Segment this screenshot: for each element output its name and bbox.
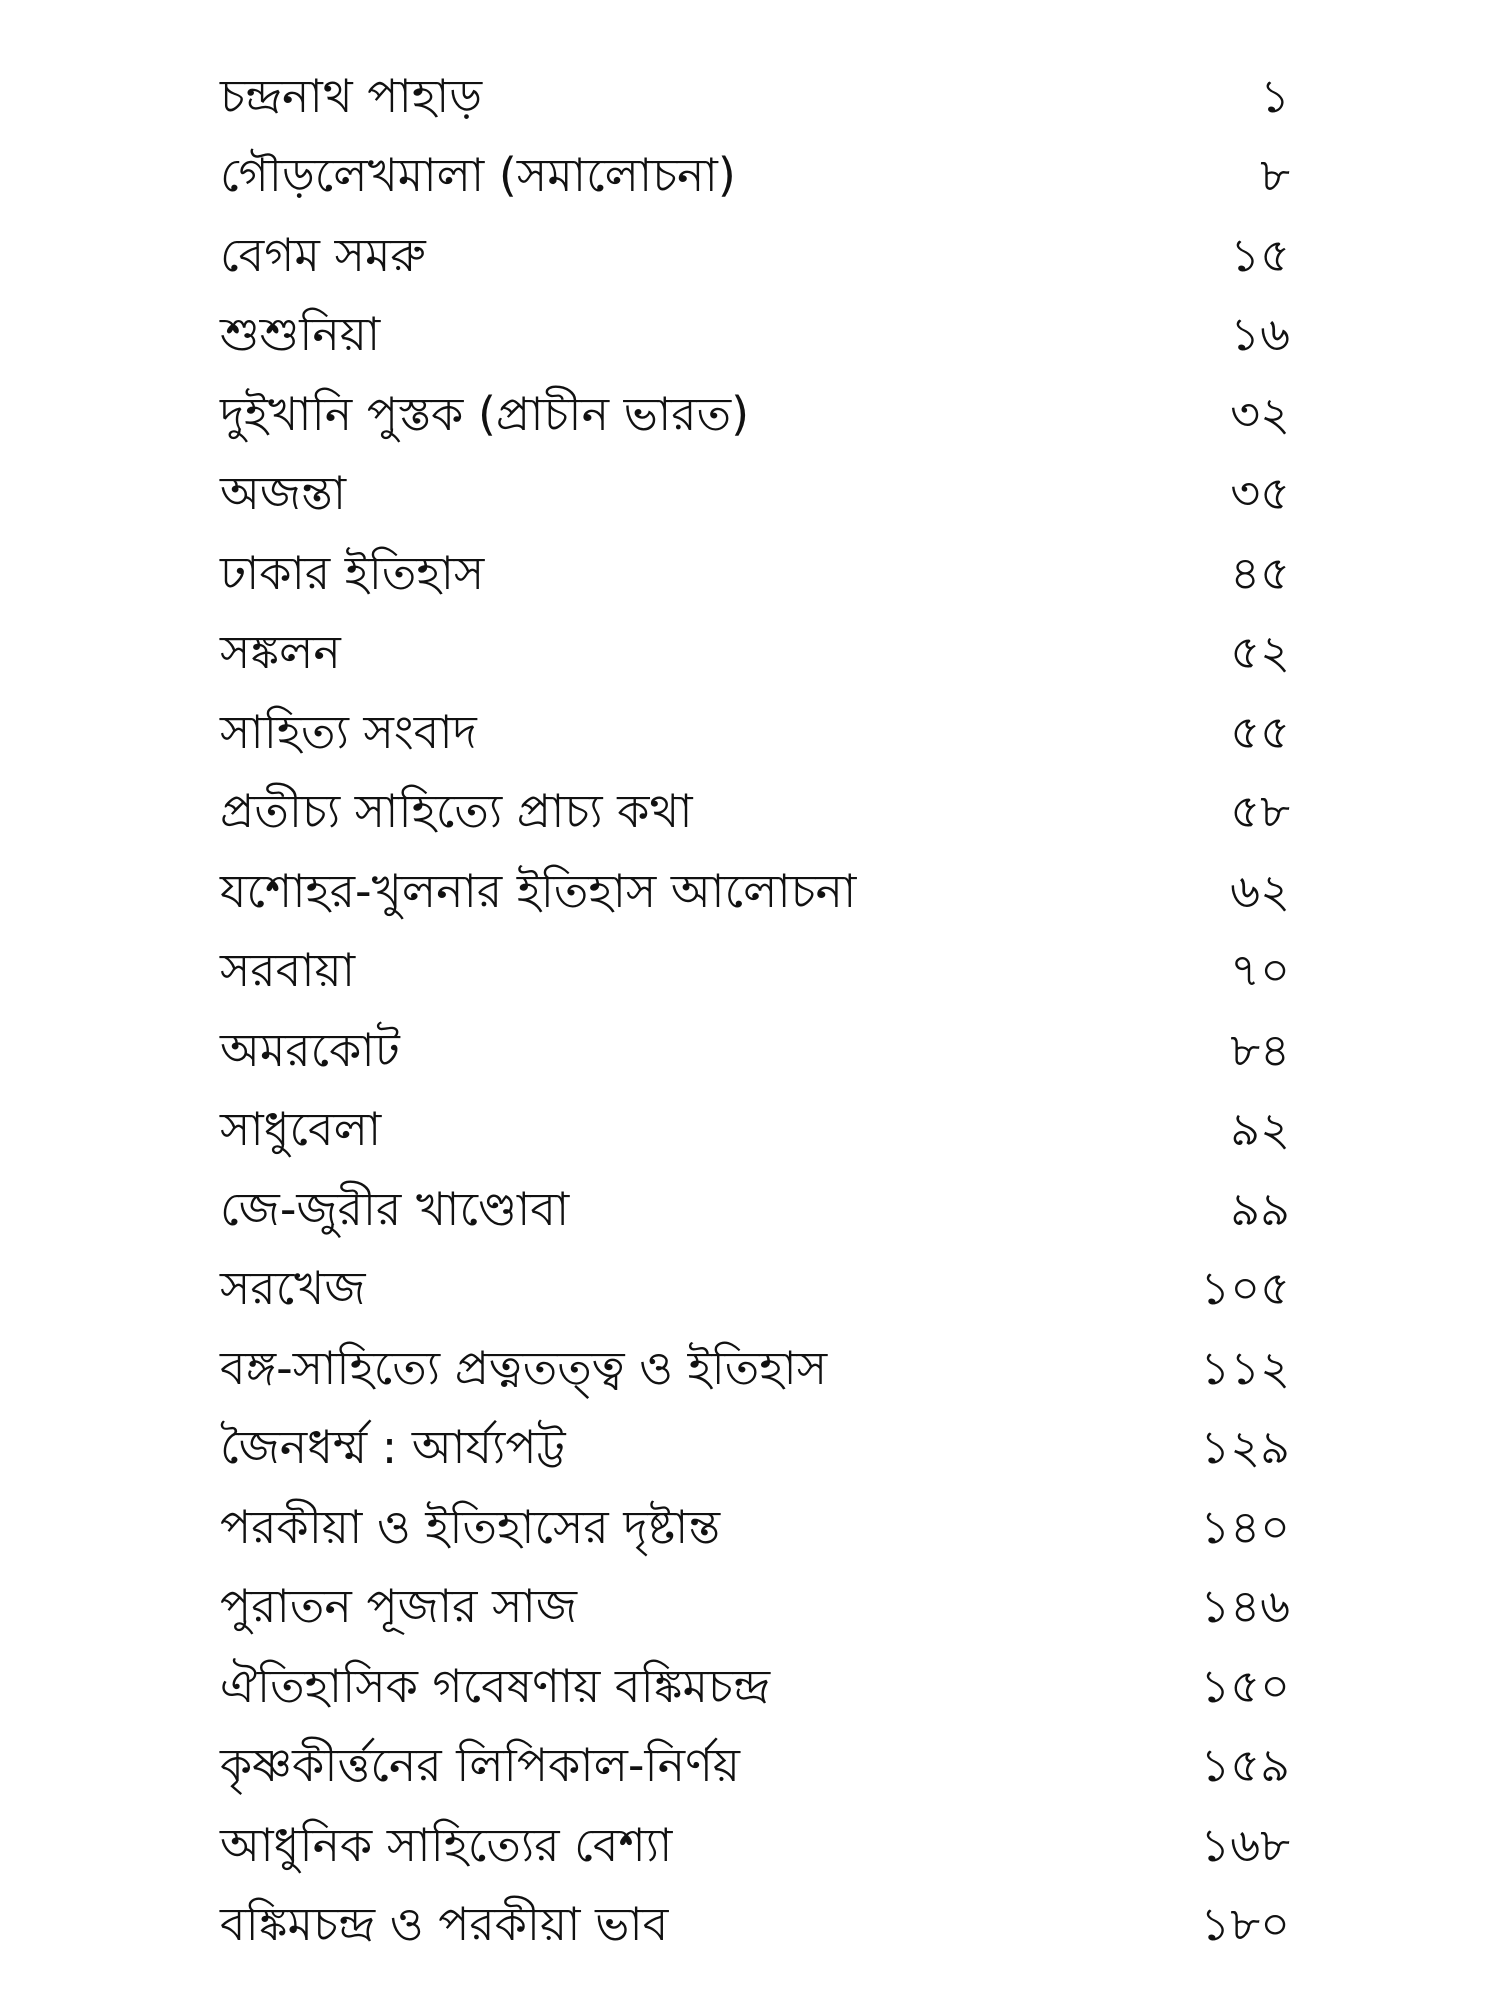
toc-entry-title: শুশুনিয়া [220,307,381,362]
toc-entry [220,1169,1290,1249]
toc-entry-title: বঙ্গ-সাহিত্যে প্রত্নতত্ত্ব ও ইতিহাস [220,1340,828,1395]
toc-entry-title: অজন্তা [220,466,347,521]
toc-entry [220,1726,1290,1806]
toc-entry [220,772,1290,852]
toc-entry [220,692,1290,772]
toc-entry-page: ১ [1260,68,1290,123]
toc-entry-title: বঙ্কিমচন্দ্র ও পরকীয়া ভাব [220,1897,669,1952]
toc-entry-page: ৪৫ [1230,545,1290,600]
toc-entry-page: ১৪০ [1200,1499,1290,1554]
toc-entry-title: সাধুবেলা [220,1102,382,1157]
toc-entry [220,1885,1290,1965]
toc-entry-title: পরকীয়া ও ইতিহাসের দৃষ্টান্ত [220,1499,721,1554]
toc-entry-title: সাহিত্য সংবাদ [220,704,477,759]
toc-entry [220,215,1290,295]
toc-entry [220,1567,1290,1647]
toc-entry-page: ১৫০ [1200,1658,1290,1713]
toc-entry-title: চন্দ্রনাথ পাহাড় [220,68,483,123]
toc-entry-title: জে-জুরীর খাণ্ডোবা [220,1181,570,1236]
toc-entry [220,1487,1290,1567]
toc-entry-page: ৭০ [1230,943,1290,998]
toc-entry [220,136,1290,216]
toc-entry-page: ৫৮ [1230,784,1290,839]
toc-entry-title: সঙ্কলন [220,625,341,680]
toc-entry-page: ১০৫ [1200,1261,1290,1316]
toc-entry-title: সরখেজ [220,1261,366,1316]
toc-entry-page: ৯২ [1230,1102,1290,1157]
toc-entry [220,1805,1290,1885]
table-of-contents [220,56,1290,1964]
toc-entry [220,1328,1290,1408]
toc-entry-title: অমরকোট [220,1022,400,1077]
toc-entry-title: যশোহর-খুলনার ইতিহাস আলোচনা [220,863,857,918]
toc-entry [220,1090,1290,1170]
toc-entry [220,56,1290,136]
toc-entry-title: ঢাকার ইতিহাস [220,545,485,600]
toc-entry [220,931,1290,1011]
toc-entry-title: জৈনধর্ম্ম : আর্য্যপট্ট [220,1420,566,1475]
toc-entry-page: ১৫ [1230,227,1290,282]
toc-entry-page: ১৪৬ [1200,1579,1290,1634]
toc-entry-page: ১৫৯ [1200,1738,1290,1793]
toc-entry-title: পুরাতন পূজার সাজ [220,1579,577,1634]
toc-entry-title: গৌড়লেখমালা (সমালোচনা) [220,148,736,203]
toc-entry-page: ৮ [1260,148,1290,203]
toc-entry-title: আধুনিক সাহিত্যের বেশ্যা [220,1817,673,1872]
toc-entry [220,613,1290,693]
toc-entry-page: ৮৪ [1230,1022,1290,1077]
toc-entry-title: ঐতিহাসিক গবেষণায় বঙ্কিমচন্দ্র [220,1658,771,1713]
toc-entry-page: ৫২ [1230,625,1290,680]
toc-entry-title: কৃষ্ণকীর্ত্তনের লিপিকাল-নির্ণয় [220,1738,740,1793]
toc-entry [220,454,1290,534]
toc-entry-page: ১২৯ [1200,1420,1290,1475]
toc-entry-page: ৩৫ [1230,466,1290,521]
toc-entry [220,295,1290,375]
toc-entry [220,1646,1290,1726]
toc-entry-title: সরবায়া [220,943,356,998]
toc-entry-title: বেগম সমরু [220,227,426,282]
toc-entry-page: ১১২ [1200,1340,1290,1395]
toc-entry-page: ১৬৮ [1200,1817,1290,1872]
toc-entry [220,533,1290,613]
toc-entry [220,374,1290,454]
toc-entry [220,851,1290,931]
toc-entry-page: ১৬ [1230,307,1290,362]
toc-entry-page: ৬২ [1230,863,1290,918]
toc-entry-title: প্রতীচ্য সাহিত্যে প্রাচ্য কথা [220,784,693,839]
toc-entry-title: দুইখানি পুস্তক (প্রাচীন ভারত) [220,386,750,441]
toc-entry [220,1010,1290,1090]
toc-entry [220,1249,1290,1329]
toc-entry [220,1408,1290,1488]
toc-entry-page: ৩২ [1230,386,1290,441]
toc-entry-page: ১৮০ [1200,1897,1290,1952]
toc-entry-page: ৯৯ [1230,1181,1290,1236]
toc-entry-page: ৫৫ [1230,704,1290,759]
